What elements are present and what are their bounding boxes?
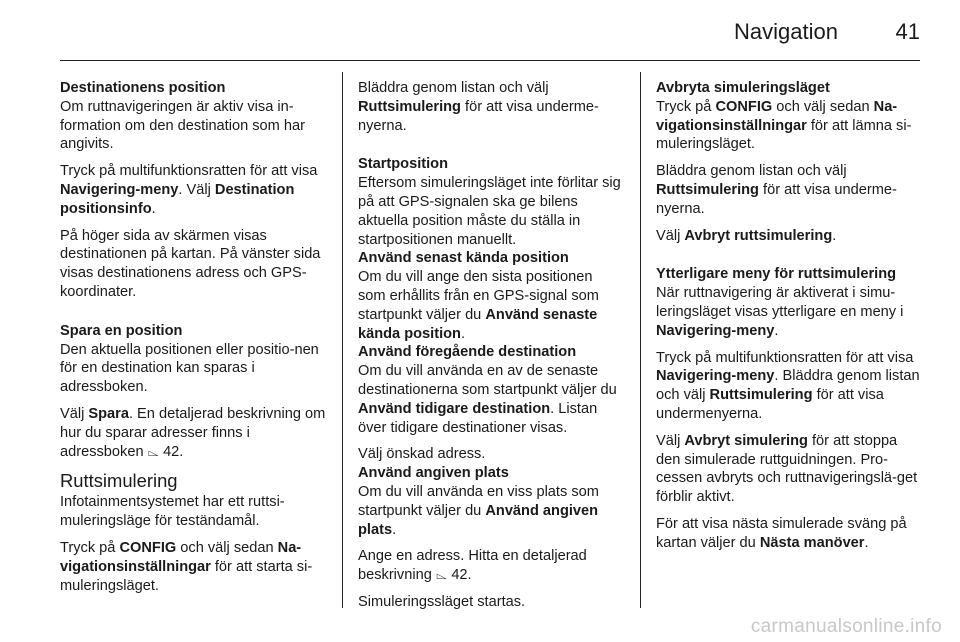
menu-reference: Använd angiven plats — [358, 502, 599, 538]
section-heading: Spara en position — [60, 322, 183, 339]
paragraph: Eftersom simuleringsläget inte förlitar sig på att GPS-signalen ska ge bilens aktuella position måste du ställa in startpositionen manuellt. — [358, 175, 621, 248]
paragraph: Om du vill använda en viss plats som startpunkt väljer du Använd angiven plats. — [358, 483, 599, 538]
menu-reference: Nästa manöver — [759, 534, 865, 551]
paragraph: Välj Avbryt ruttsimulering. — [656, 227, 837, 244]
menu-reference: Avbryt ruttsimulering — [684, 227, 833, 244]
page-number: 41 — [895, 19, 920, 44]
paragraph: Tryck på CONFIG och välj sedan Na-vigationsinställningar för att lämna si-muleringsläget. — [656, 98, 912, 153]
paragraph: Den aktuella positionen eller positio-nen för en destination kan sparas i adressboken. — [60, 341, 319, 396]
page-header — [60, 14, 920, 50]
paragraph: Om du vill använda en av de senaste destinationerna som startpunkt väljer du Använd tidigare destination. Listan över tidigare destinationer visas. — [358, 363, 617, 436]
paragraph: Tryck på multifunktionsratten för att visa Navigering-meny. Välj Destination positionsinfo. — [60, 163, 318, 217]
section-heading: Avbryta simuleringsläget — [656, 80, 830, 96]
page-reference: ⌳ 42. — [147, 443, 184, 460]
menu-reference: Navigering-meny — [60, 181, 179, 198]
column-divider-2 — [640, 72, 641, 608]
paragraph: Ange en adress. Hitta en detaljerad beskrivning ⌳ 42. — [358, 548, 587, 584]
paragraph: Om ruttnavigeringen är aktiv visa in-formation om den destination som har angivits. — [60, 98, 305, 153]
section-title: Ruttsimulering — [60, 470, 178, 492]
section-heading: Använd föregående destination — [358, 344, 577, 361]
menu-reference: Navigering-meny — [656, 368, 775, 385]
page-reference: ⌳ 42. — [435, 567, 472, 584]
button-reference: CONFIG — [715, 98, 773, 115]
column-2 — [358, 79, 624, 620]
section-heading: Använd angiven plats — [358, 465, 509, 482]
column-1 — [60, 79, 326, 603]
menu-reference: Ruttsimulering — [709, 387, 813, 404]
section-heading: Startposition — [358, 156, 448, 173]
paragraph: Välj Avbryt simulering för att stoppa den simulerade ruttguidningen. Pro-cessen avbryts och ruttnavigeringslä-get förblir aktivt. — [656, 432, 918, 506]
paragraph: Om du vill ange den sista positionen som erhållits från en GPS-signal som startpunkt väljer du Använd senaste kända position. — [358, 269, 599, 342]
menu-reference: Använd senaste kända position — [358, 306, 598, 342]
menu-reference: Spara — [88, 405, 129, 422]
paragraph: Infotainmentsystemet har ett ruttsi-muleringsläge för teständamål. — [60, 494, 285, 530]
paragraph: På höger sida av skärmen visas destinationen på kartan. På vänster sida visas destinationens adress och GPS-koordinater. — [60, 227, 321, 300]
menu-reference: Ruttsimulering — [358, 98, 461, 115]
section-heading: Destinationens position — [60, 80, 226, 96]
paragraph: Bläddra genom listan och välj Ruttsimulering för att visa underme-nyerna. — [656, 163, 897, 217]
paragraph: Välj önskad adress. — [358, 446, 486, 463]
menu-reference: Navigering-meny — [656, 322, 775, 339]
column-3 — [656, 79, 922, 561]
menu-reference: Avbryt simulering — [684, 432, 808, 449]
page-title: Navigation — [734, 19, 838, 44]
menu-reference: Na-vigationsinställningar — [60, 539, 302, 575]
menu-reference: Ruttsimulering — [656, 181, 759, 198]
paragraph: Tryck på CONFIG och välj sedan Na-vigationsinställningar för att starta si-muleringsläget. — [60, 539, 313, 594]
column-divider-1 — [342, 72, 343, 608]
paragraph: När ruttnavigering är aktiverat i simu-leringsläget visas ytterligare en meny i Navigering-meny. — [656, 285, 904, 339]
menu-reference: Na-vigationsinställningar — [656, 98, 898, 134]
menu-reference: Destination positionsinfo — [60, 181, 295, 217]
section-heading: Använd senast kända position — [358, 250, 569, 267]
menu-reference: Använd tidigare destination — [358, 400, 551, 417]
paragraph: Välj Spara. En detaljerad beskrivning om hur du sparar adresser finns i adressboken ⌳ 42. — [60, 405, 326, 460]
paragraph: Bläddra genom listan och välj Ruttsimulering för att visa underme-nyerna. — [358, 80, 599, 134]
header-divider — [60, 60, 920, 61]
paragraph: För att visa nästa simulerade sväng på kartan väljer du Nästa manöver. — [656, 515, 907, 551]
section-heading: Ytterligare meny för ruttsimulering — [656, 266, 897, 283]
paragraph: Tryck på multifunktionsratten för att visa Navigering-meny. Bläddra genom listan och välj Ruttsimulering för att visa undermenyerna. — [656, 349, 920, 422]
watermark: carmanualsonline.info — [750, 616, 942, 637]
paragraph: Simuleringssläget startas. — [358, 593, 526, 610]
button-reference: CONFIG — [119, 539, 177, 556]
